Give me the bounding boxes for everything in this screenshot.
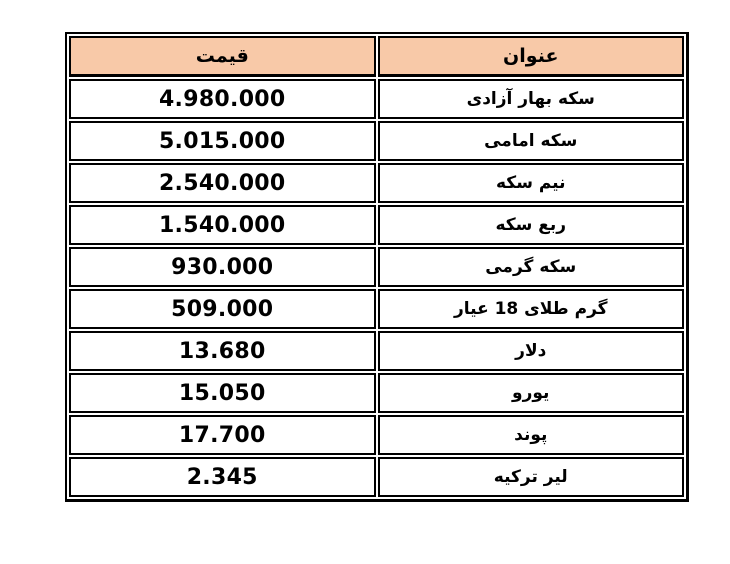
item-title: سکه گرمی	[378, 247, 685, 287]
item-title: دلار	[378, 331, 685, 371]
table-row	[69, 331, 684, 371]
item-title: لیر ترکیه	[378, 457, 685, 497]
item-price: 5.015.000	[69, 121, 376, 161]
header-row	[69, 36, 684, 77]
item-title: سکه امامی	[378, 121, 685, 161]
table-row	[69, 121, 684, 161]
item-price: 13.680	[69, 331, 376, 371]
item-title: یورو	[378, 373, 685, 413]
table-row	[69, 205, 684, 245]
table-row	[69, 79, 684, 119]
table-row	[69, 457, 684, 497]
item-price: 17.700	[69, 415, 376, 455]
header-price: قیمت	[69, 36, 376, 77]
item-price: 930.000	[69, 247, 376, 287]
table-row	[69, 163, 684, 203]
item-price: 15.050	[69, 373, 376, 413]
table-row	[69, 373, 684, 413]
item-price: 2.345	[69, 457, 376, 497]
item-title: ربع سکه	[378, 205, 685, 245]
item-price: 509.000	[69, 289, 376, 329]
item-title: پوند	[378, 415, 685, 455]
item-price: 1.540.000	[69, 205, 376, 245]
table-row	[69, 247, 684, 287]
table-row	[69, 289, 684, 329]
item-price: 4.980.000	[69, 79, 376, 119]
item-title: نیم سکه	[378, 163, 685, 203]
item-price: 2.540.000	[69, 163, 376, 203]
item-title: گرم طلای 18 عیار	[378, 289, 685, 329]
header-title: عنوان	[378, 36, 685, 77]
item-title: سکه بهار آزادی	[378, 79, 685, 119]
table-row	[69, 415, 684, 455]
price-table	[65, 32, 689, 502]
